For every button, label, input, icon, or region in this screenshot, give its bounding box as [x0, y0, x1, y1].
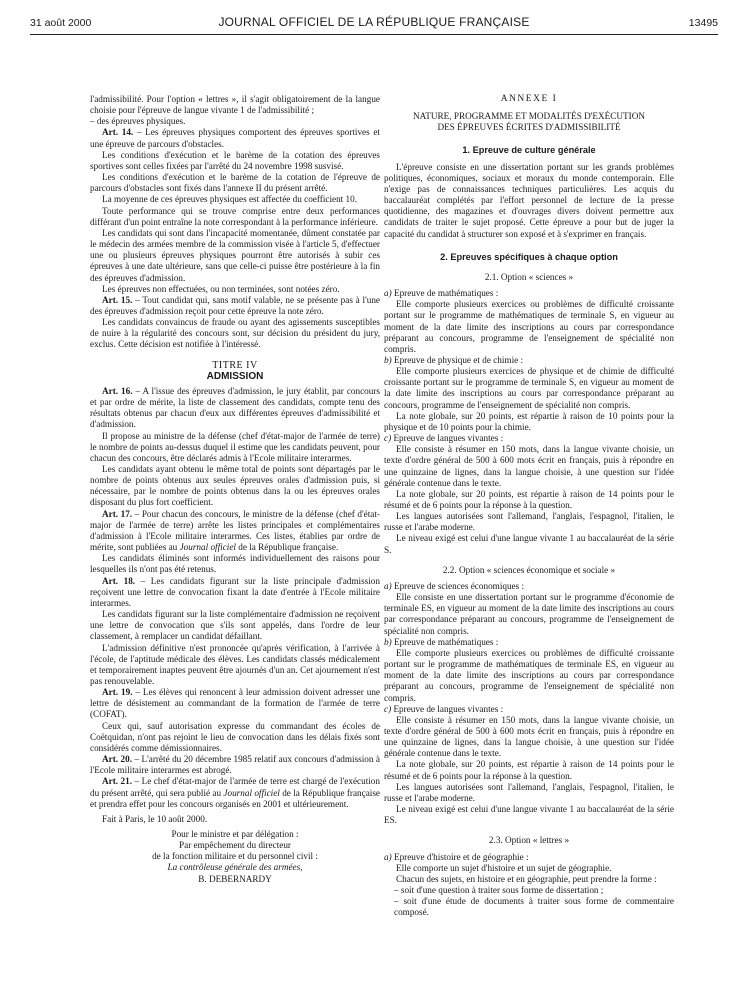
- paragraph: La moyenne de ces épreuves physiques est affectée du coefficient 10.: [102, 194, 358, 205]
- article-15: Art. 15. – Tout candidat qui, sans motif valable, ne se présente pas à l'une des épreuves d'admission reçoit pour cette épreuve la note zéro.: [90, 294, 381, 316]
- list-item: – soit d'une étude de documents à traiter sous forme de commentaire composé.: [394, 896, 674, 918]
- intro-text: – des épreuves physiques.: [90, 116, 186, 127]
- paragraph: La note globale, sur 20 points, est répartie à raison de 14 points pour le résumé et de 6 points pour la réponse à la question.: [384, 759, 674, 781]
- option-heading: 2.2. Option « sciences économique et sociale »: [442, 564, 616, 575]
- annexe-title: NATURE, PROGRAMME ET MODALITÉS D'EXÉCUTION: [413, 111, 645, 122]
- article-19: Art. 19. – Les élèves qui renoncent à leur admission doivent adresser une lettre de désistement au commandant de la formation de l'armée de terre (COFAT).: [90, 687, 380, 720]
- article-18: Art. 18. – Les candidats figurant sur la liste principale d'admission reçoivent une lettre de convocation fixant la date d'entrée à l'Ecole militaire interarmes.: [90, 575, 380, 608]
- paragraph: Elle comporte plusieurs exercices de physique et de chimie de difficulté croissante portant sur le programme de terminale S, en vigueur au moment de la date limite des inscriptions au cours par correspondance préparant au concours, programme de l'enseignement de spécialité non compris.: [384, 366, 674, 410]
- paragraph: Elle consiste à résumer en 150 mots, dans la langue vivante choisie, un texte d'ordre général de 500 à 600 mots écrit en français, puis à répondre en une quinzaine de lignes, dans la langue choisie, à une question sur l'idée générale contenue dans le texte.: [384, 444, 674, 488]
- paragraph: Les candidats figurant sur la liste complémentaire d'admission ne reçoivent une lettre de convocation que s'ils sont appelés, dans l'ordre de leur classement, à remplacer un candidat défaillant.: [90, 609, 380, 642]
- paragraph: Le niveau exigé est celui d'une langue vivante 1 au baccalauréat de la série S.: [384, 533, 674, 555]
- section-heading: 2. Epreuves spécifiques à chaque option: [440, 251, 618, 262]
- paragraph: Les langues autorisées sont l'allemand, l'anglais, l'espagnol, l'italien, le russe et l'arabe moderne.: [384, 511, 674, 533]
- paragraph: Il propose au ministre de la défense (chef d'état-major de l'armée de terre) le nombre de points au-dessus duquel il estime que les candidats peuvent, pour chacun des concours, être déclarés admis à l'Ecole militaire interarmes.: [90, 430, 380, 463]
- paragraph: Chacun des sujets, en histoire et en géographie, peut prendre la forme :: [396, 873, 657, 884]
- left-column: [90, 94, 380, 885]
- paragraph: Les langues autorisées sont l'allemand, l'anglais, l'espagnol, l'italien, le russe et l'arabe moderne.: [384, 781, 674, 803]
- signature-line: de la fonction militaire et du personnel civil :: [152, 851, 318, 862]
- article-label: Art. 18.: [102, 575, 136, 586]
- article-label: Art. 20.: [102, 754, 132, 765]
- page-header: [30, 14, 718, 35]
- paragraph: Elle comporte un sujet d'histoire et un sujet de géographie.: [396, 862, 612, 873]
- titre-subheading: ADMISSION: [206, 370, 264, 382]
- option-heading: 2.1. Option « sciences »: [484, 271, 574, 282]
- sub-heading: c) Epreuve de langues vivantes :: [384, 703, 504, 714]
- article-17: Art. 17. – Pour chacun des concours, le ministre de la défense (chef d'état-major de l'armée de terre) arrête les listes principales et complémentaires d'admission à l'Ecole militaire interarmes. Ces listes, établies par ordre de mérite, sont publiées au Journal officiel de la République française.: [90, 508, 380, 553]
- paragraph: Toute performance qui se trouve comprise entre deux performances différant d'un point entraîne la note correspondant à la performance inférieure.: [90, 205, 380, 227]
- sub-heading: a) Epreuve de mathématiques :: [384, 288, 499, 299]
- paragraph: La note globale, sur 20 points, est répartie à raison de 10 points pour la physique et de 10 points pour la chimie.: [384, 410, 674, 432]
- paragraph: Les candidats éliminés sont informés individuellement des raisons pour lesquelles ils n'ont pas été retenus.: [90, 553, 380, 575]
- signature-block: [90, 829, 380, 885]
- paragraph: Les candidats ayant obtenu le même total de points sont départagés par le nombre de points obtenus aux seules épreuves orales d'admission puis, si nécessaire, par le nombre de points obtenus dans la ou les épreuves orales disposant du plus fort coefficient.: [90, 464, 380, 508]
- article-16: Art. 16. – A l'issue des épreuves d'admission, le jury établit, par concours et par ordre de mérite, la liste de classement des candidats, compte tenu des résultats obtenus par chacun d'eux aux différentes épreuves d'admissibilité et d'admission.: [90, 385, 380, 430]
- sub-heading: a) Epreuve de sciences économiques :: [384, 580, 525, 591]
- article-20: Art. 20. – L'arrêté du 20 décembre 1985 relatif aux concours d'admission à l'Ecole militaire interarmes est abrogé.: [90, 754, 380, 776]
- article-21: Art. 21. – Le chef d'état-major de l'armée de terre est chargé de l'exécution du présent arrêté, qui sera publié au Journal officiel de la République française et prendra effet pour les concours organisés en 2001 et ultérieurement.: [90, 776, 381, 809]
- paragraph: Elle consiste à résumer en 150 mots, dans la langue vivante choisie, un texte d'ordre général de 500 à 600 mots écrit en français, puis à répondre en une quinzaine de lignes, dans la langue choisie, à une question sur l'idée générale contenue dans le texte.: [384, 714, 674, 759]
- paragraph: Ceux qui, sauf autorisation expresse du commandant des écoles de Coëtquidan, n'ont pas rejoint le lieu de convocation dans les délais fixés sont considérés comme démissionnaires.: [90, 720, 380, 753]
- article-label: Art. 15.: [102, 294, 133, 305]
- paragraph: Elle comporte plusieurs exercices ou problèmes de difficulté croissante portant sur le programme de mathématiques de terminale ES, en vigueur au moment de la date limite des inscriptions au cours par correspondance préparant au concours, programme de l'enseignement de spécialité non compris.: [384, 647, 674, 703]
- annexe-title: DES ÉPREUVES ÉCRITES D'ADMISSIBILITÉ: [437, 122, 621, 133]
- paragraph: Les épreuves non effectuées, ou non terminées, sont notées zéro.: [102, 283, 340, 294]
- paragraph: Elle comporte plusieurs exercices ou problèmes de difficulté croissante portant sur le programme de mathématiques de terminale S, en vigueur au moment de la date limite des inscriptions au cours par correspondance préparant au concours, programme de l'enseignement de spécialité non compris.: [384, 299, 674, 354]
- paragraph: L'épreuve consiste en une dissertation portant sur les grands problèmes politiques, économiques, sociaux et moraux du monde contemporain. Elle n'exige pas de connaissances techniques particulières. Les acquis du baccalauréat complétés par l'effort personnel de lecture de la presse quotidienne, des magazines et d'ouvrages divers doivent permettre aux candidats de traiter le sujet proposé. Cette épreuve a pour but de juger la capacité du candidat à structurer son exposé et à s'exprimer en français.: [384, 161, 674, 239]
- article-label: Art. 16.: [102, 385, 133, 396]
- paragraph: Les conditions d'exécution et le barème de la cotation des épreuves sportives sont celles fixées par l'arrêté du 24 novembre 1998 susvisé.: [90, 149, 380, 171]
- signature-title: La contrôleuse générale des armées,: [167, 862, 303, 873]
- article-14: Art. 14. – Les épreuves physiques comportent des épreuves sportives et une épreuve de parcours d'obstacles.: [90, 127, 380, 149]
- signature-line: Par empêchement du directeur: [179, 840, 291, 851]
- titre-heading: TITRE IV: [212, 359, 258, 371]
- sub-heading: b) Epreuve de physique et de chimie :: [384, 354, 524, 365]
- sub-heading: c) Epreuve de langues vivantes :: [384, 433, 504, 444]
- option-heading: 2.3. Option « lettres »: [488, 835, 570, 846]
- article-label: Art. 14.: [102, 127, 134, 138]
- header-date: 31 août 2000: [30, 17, 92, 29]
- sub-heading: b) Epreuve de mathématiques :: [384, 636, 499, 647]
- article-label: Art. 19.: [102, 687, 133, 698]
- header-page-number: 13495: [688, 17, 718, 29]
- sub-heading: a) Epreuve d'histoire et de géographie :: [384, 851, 529, 862]
- section-heading: 1. Epreuve de culture générale: [462, 145, 596, 156]
- article-label: Art. 17.: [102, 508, 133, 519]
- right-column: [384, 94, 674, 918]
- paragraph: L'admission définitive n'est prononcée qu'après vérification, à l'arrivée à l'école, de l'aptitude médicale des élèves. Les candidats classés médicalement et temporairement inaptes peuvent être ajournés d'un an. Cet ajournement n'est pas renouvelable.: [90, 642, 380, 686]
- header-title: JOURNAL OFFICIEL DE LA RÉPUBLIQUE FRANÇAISE: [218, 15, 530, 29]
- paragraph: Le niveau exigé est celui d'une langue vivante 1 au baccalauréat de la série ES.: [384, 804, 674, 826]
- signature-line: Pour le ministre et par délégation :: [171, 829, 299, 839]
- list-item: – soit d'une question à traiter sous forme de dissertation ;: [394, 885, 604, 895]
- intro-text: l'admissibilité. Pour l'option « lettres », il s'agit obligatoirement de la langue choisie pour l'épreuve de langue vivante 1 de l'admissibilité ;: [90, 94, 380, 116]
- paragraph: Les candidats qui sont dans l'incapacité momentanée, dûment constatée par le médecin des armées membre de la commission visée à l'article 5, d'effectuer une ou plusieurs épreuves physiques pourront être autorisés à subir ces épreuves à une date ultérieure, sans que celle-ci puisse être postérieure à la fin des épreuves d'admission.: [90, 227, 380, 283]
- paragraph: Elle consiste en une dissertation portant sur le programme d'économie de terminale ES, en vigueur au moment de la date limite des inscriptions au cours par correspondance préparant au concours, programme de l'enseignement de spécialité non compris.: [384, 592, 674, 636]
- annexe-heading: ANNEXE I: [500, 94, 558, 104]
- signature-name: B. DEBERNARDY: [198, 873, 272, 884]
- paragraph: Les candidats convaincus de fraude ou ayant des agissements susceptibles de nuire à la régularité des concours sont, sur décision du président du jury, exclus. Cette décision est notifiée à l'intéressé.: [90, 317, 380, 350]
- signature-date: Fait à Paris, le 10 août 2000.: [102, 813, 208, 824]
- paragraph: La note globale, sur 20 points, est répartie à raison de 14 points pour le résumé et de 6 points pour la réponse à la question.: [384, 488, 674, 510]
- paragraph: Les conditions d'exécution et le barème de la cotation de l'épreuve de parcours d'obstacles sont fixés dans l'annexe II du présent arrêté.: [90, 172, 380, 194]
- article-label: Art. 21.: [102, 776, 133, 787]
